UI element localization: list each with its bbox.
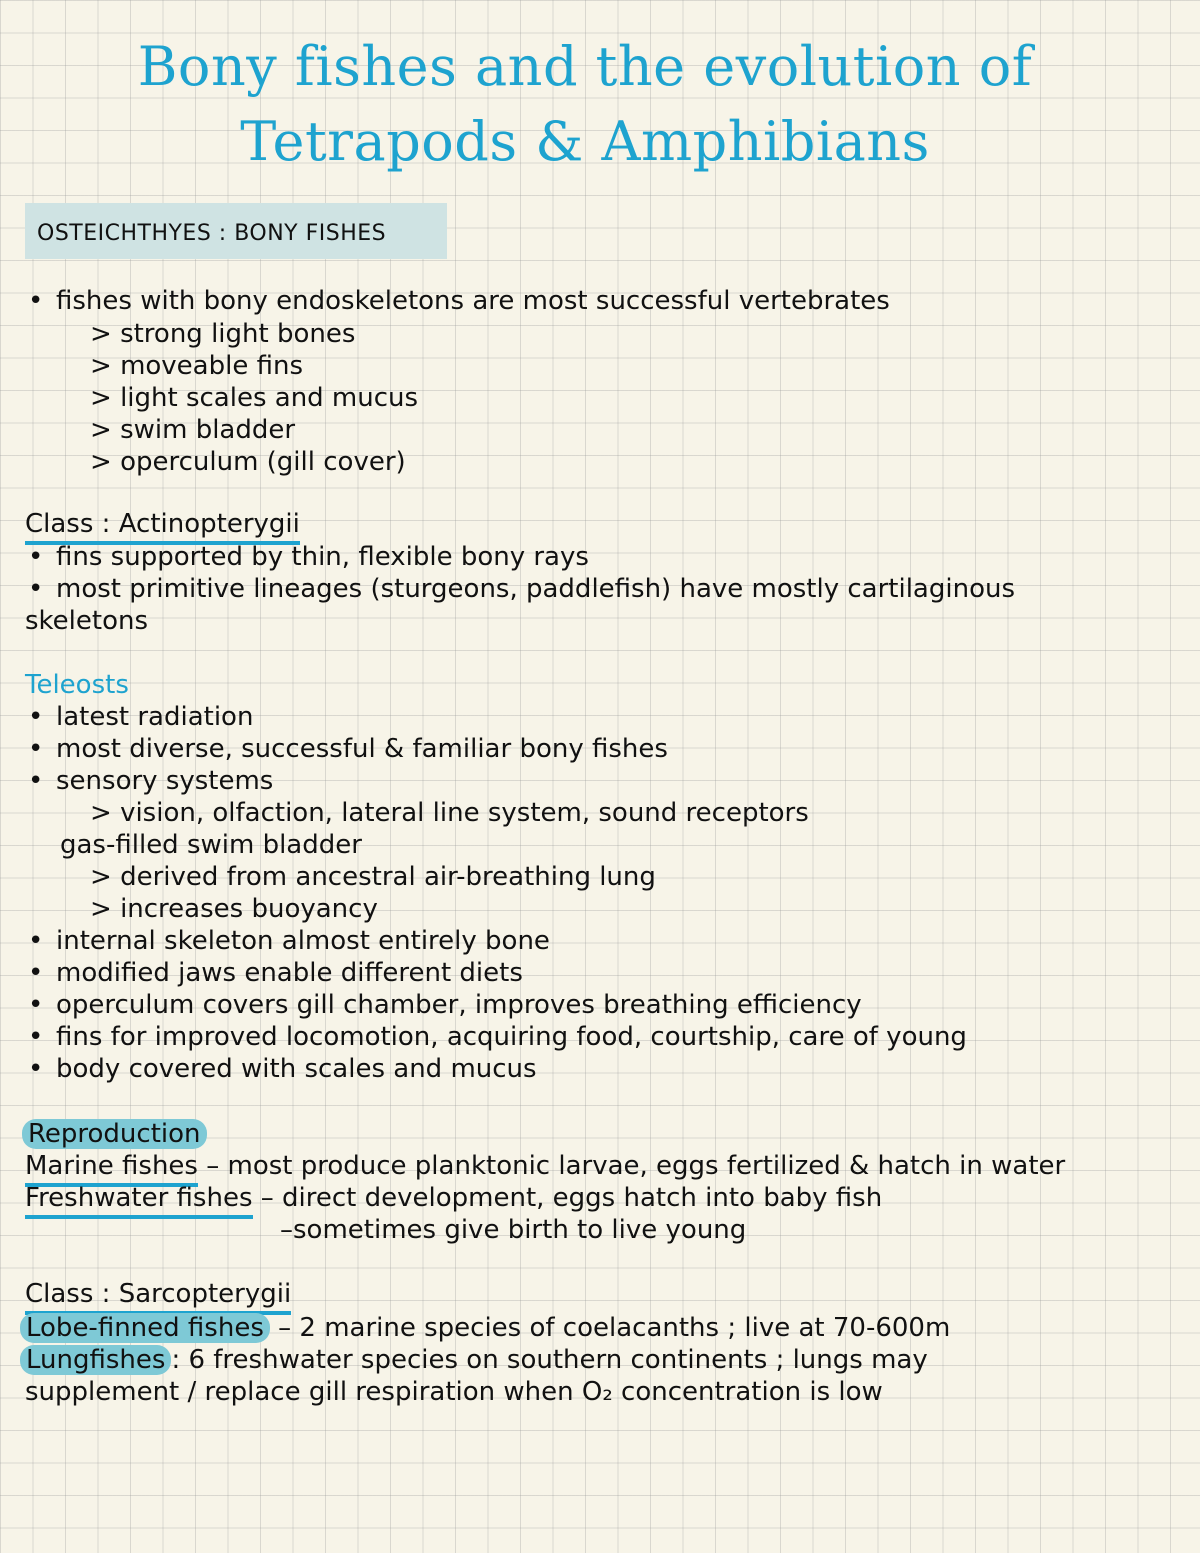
- lungfishes-line: Lungfishes : 6 freshwater species on southern continents ; lungs may: [20, 1344, 928, 1376]
- sub-bullet: > vision, olfaction, lateral line system, sound receptors: [90, 798, 809, 828]
- lungfishes-text: 6 freshwater species on southern continents ; lungs may: [188, 1345, 928, 1375]
- bullet-line: [28, 1053, 537, 1085]
- bullet-line: [28, 541, 589, 573]
- sub-bullet: > light scales and mucus: [90, 383, 419, 413]
- bullet-dot: •: [28, 702, 44, 732]
- bullet-dot: •: [28, 1022, 44, 1052]
- bullet-text: latest radiation: [56, 702, 254, 732]
- bullet-dot: •: [28, 926, 44, 956]
- bullet-continuation: skeletons: [25, 606, 149, 636]
- freshwater-fishes-line: Freshwater fishes – direct development, eggs hatch into baby fish: [25, 1182, 882, 1214]
- sub-bullet: > swim bladder: [90, 415, 296, 445]
- page-title-line1: Bony fishes and the evolution of: [137, 35, 1033, 98]
- plain-line: gas-filled swim bladder: [60, 830, 362, 860]
- sub-bullet-text: derived from ancestral air-breathing lung: [120, 862, 656, 892]
- bullet-text: body covered with scales and mucus: [56, 1054, 537, 1084]
- bullet-text: most diverse, successful & familiar bony fishes: [56, 734, 668, 764]
- bullet-dot: •: [28, 766, 44, 796]
- bullet-line: [28, 1021, 967, 1053]
- reproduction-heading-text: Reproduction: [22, 1119, 207, 1149]
- sub-bullet-text: swim bladder: [120, 415, 296, 445]
- bullet-dot: •: [28, 734, 44, 764]
- sub-bullet-text: light scales and mucus: [120, 383, 419, 413]
- bullet-line: [28, 701, 253, 733]
- sub-bullet-text: moveable fins: [120, 351, 304, 381]
- marine-fishes-label: Marine fishes: [25, 1151, 198, 1187]
- class-heading-text: Class : Actinopterygii: [25, 509, 300, 545]
- lobe-finned-text: 2 marine species of coelacanths ; live at 70-600m: [299, 1313, 951, 1343]
- teleosts-heading: Teleosts: [25, 670, 129, 700]
- section-heading-osteichthyes: OSTEICHTHYES : BONY FISHES: [37, 221, 387, 246]
- bullet-line: [28, 573, 1015, 605]
- bullet-line: [28, 957, 523, 989]
- bullet-text: modified jaws enable different diets: [56, 958, 523, 988]
- bullet-dot: •: [28, 1054, 44, 1084]
- freshwater-fishes-label: Freshwater fishes: [25, 1183, 253, 1219]
- bullet-text: fishes with bony endoskeletons are most successful vertebrates: [56, 286, 890, 316]
- bullet-dot: •: [28, 542, 44, 572]
- sub-bullet: > strong light bones: [90, 319, 356, 349]
- sub-bullet-text: increases buoyancy: [120, 894, 378, 924]
- lungfishes-label: Lungfishes: [20, 1345, 171, 1375]
- bullet-line: [28, 989, 862, 1021]
- bullet-text: fins for improved locomotion, acquiring food, courtship, care of young: [56, 1022, 967, 1052]
- bullet-text: sensory systems: [56, 766, 274, 796]
- section-heading-box: [25, 203, 447, 259]
- bullet-line: [28, 285, 890, 317]
- sub-bullet: > derived from ancestral air-breathing lung: [90, 862, 656, 892]
- sub-bullet: > moveable fins: [90, 351, 304, 381]
- bullet-dot: •: [28, 286, 44, 316]
- sub-bullet: > increases buoyancy: [90, 894, 378, 924]
- bullet-dot: •: [28, 990, 44, 1020]
- marine-fishes-text: most produce planktonic larvae, eggs fertilized & hatch in water: [227, 1151, 1066, 1181]
- class-heading-sarcopterygii: [25, 1278, 291, 1310]
- lobe-finned-label: Lobe-finned fishes: [20, 1313, 270, 1343]
- class-heading-actinopterygii: [25, 508, 300, 540]
- bullet-dot: •: [28, 958, 44, 988]
- bullet-text: operculum covers gill chamber, improves breathing efficiency: [56, 990, 862, 1020]
- lobe-finned-line: Lobe-finned fishes – 2 marine species of coelacanths ; live at 70-600m: [20, 1312, 950, 1344]
- freshwater-fishes-text: direct development, eggs hatch into baby fish: [282, 1183, 883, 1213]
- lungfishes-line2: supplement / replace gill respiration when O₂ concentration is low: [25, 1377, 883, 1407]
- marine-fishes-line: Marine fishes – most produce planktonic larvae, eggs fertilized & hatch in water: [25, 1150, 1065, 1182]
- bullet-line: [28, 765, 273, 797]
- freshwater-fishes-line2: –sometimes give birth to live young: [280, 1215, 747, 1245]
- reproduction-heading: [22, 1118, 207, 1150]
- bullet-text: fins supported by thin, flexible bony rays: [56, 542, 589, 572]
- class-heading-text: Class : Sarcopterygii: [25, 1279, 291, 1315]
- sub-bullet-text: strong light bones: [120, 319, 356, 349]
- freshwater-fishes-text2: sometimes give birth to live young: [293, 1215, 747, 1245]
- bullet-line: [28, 925, 550, 957]
- bullet-text: internal skeleton almost entirely bone: [56, 926, 550, 956]
- sub-bullet-text: vision, olfaction, lateral line system, sound receptors: [120, 798, 809, 828]
- sub-bullet-text: operculum (gill cover): [120, 447, 406, 477]
- page-title-line2: Tetrapods & Amphibians: [240, 110, 930, 173]
- sub-bullet: > operculum (gill cover): [90, 447, 406, 477]
- bullet-line: [28, 733, 668, 765]
- bullet-dot: •: [28, 574, 44, 604]
- bullet-text: most primitive lineages (sturgeons, paddlefish) have mostly cartilaginous: [56, 574, 1016, 604]
